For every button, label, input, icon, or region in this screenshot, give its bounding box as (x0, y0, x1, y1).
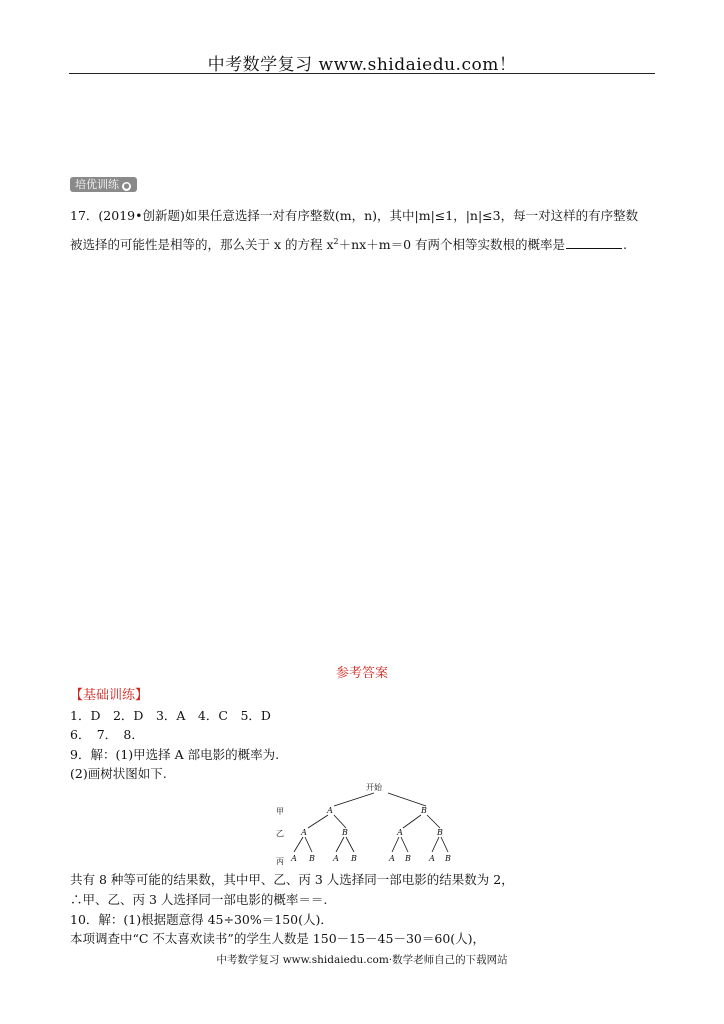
tree-node: B (437, 828, 443, 837)
tree-leaf: A (291, 854, 297, 863)
tree-node: B (342, 828, 348, 837)
question-17-line-2 (70, 235, 627, 253)
tree-node: A (397, 828, 403, 837)
exponent: 2 (333, 236, 339, 246)
question-17-line-1: 17．(2019•创新题)如果任意选择一对有序整数(m，n)，其中|m|≤1，|n|≤3，每一对这样的有序整数 (70, 208, 639, 223)
tree-row-label: 丙 (276, 857, 284, 866)
answer-line-6: ∴甲、乙、丙 3 人选择同一部电影的概率＝＝. (70, 892, 328, 907)
tree-leaf: A (429, 854, 435, 863)
tree-leaf: B (309, 854, 315, 863)
section-label-basic: 【基础训练】 (70, 688, 149, 703)
question-17-text-a: 被选择的可能性是相等的，那么关于 x 的方程 x (70, 237, 334, 252)
answer-line-5: 共有 8 种等可能的结果数，其中甲、乙、丙 3 人选择同一部电影的结果数为 2， (70, 872, 514, 887)
tree-node: B (421, 806, 427, 815)
answer-line-1: 1．D 2．D 3．A 4．C 5．D (70, 708, 271, 723)
tree-row-label: 乙 (276, 829, 284, 838)
page-header: 中考数学复习 www.shidaiedu.com！ (207, 55, 517, 75)
tree-root: 开始 (366, 783, 382, 792)
training-badge (70, 177, 137, 192)
answer-line-2: 6． 7． 8． (70, 727, 144, 742)
tree-leaf: A (333, 854, 339, 863)
question-17-end: . (623, 237, 627, 252)
tree-leaf: A (389, 854, 395, 863)
question-17-text-b: ＋nx＋m＝0 有两个相等实数根的概率是 (338, 237, 566, 252)
tree-leaf: B (445, 854, 451, 863)
tree-leaf: B (405, 854, 411, 863)
training-badge-label: 培优训练 (75, 178, 119, 191)
header-divider (69, 73, 655, 74)
tree-leaf: B (351, 854, 357, 863)
tree-node: A (301, 828, 307, 837)
answer-blank (566, 238, 622, 249)
circle-icon: ● (123, 182, 130, 190)
answer-line-3: 9．解：(1)甲选择 A 部电影的概率为. (70, 747, 280, 762)
answer-line-4: (2)画树状图如下. (70, 766, 167, 781)
answer-line-8: 本项调查中“C 不太喜欢读书”的学生人数是 150－15－45－30＝60(人)， (70, 931, 486, 946)
page-footer: 中考数学复习 www.shidaiedu.com·数学老师自己的下载网站 (216, 954, 508, 966)
tree-row-label: 甲 (276, 807, 284, 816)
tree-node: A (327, 806, 333, 815)
tree-diagram (264, 780, 454, 866)
answer-key-title: 参考答案 (335, 666, 388, 681)
answer-line-7: 10．解：(1)根据题意得 45÷30%＝150(人)． (70, 912, 333, 927)
